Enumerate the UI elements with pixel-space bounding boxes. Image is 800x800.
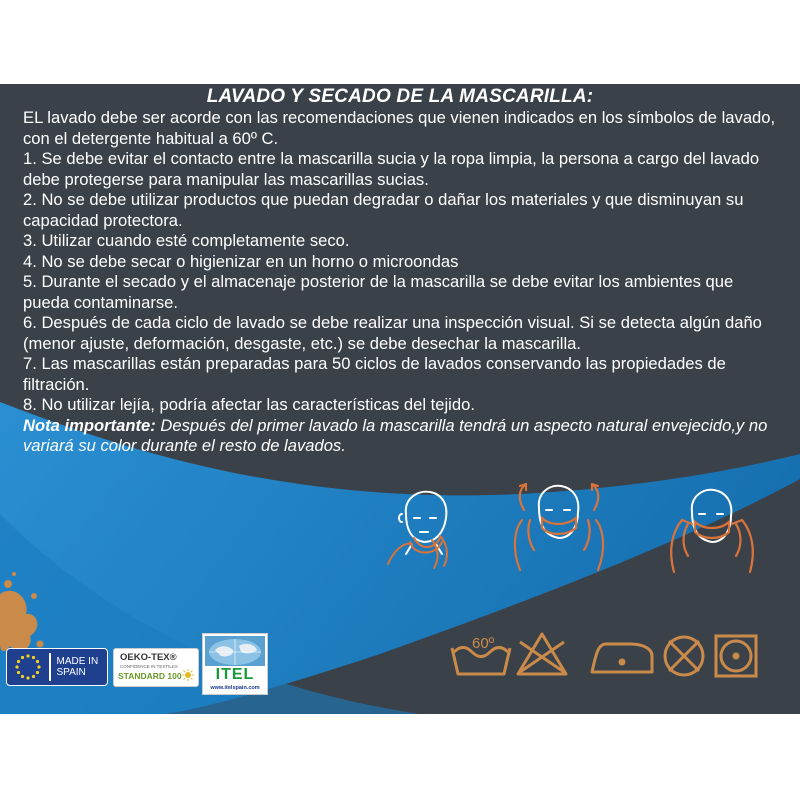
mask-step-1-illustration xyxy=(384,484,464,580)
oeko-top-label: OEKO-TEX® xyxy=(120,652,177,663)
itel-url: www.itelspain.com xyxy=(210,685,260,691)
oeko-standard-label: STANDARD 100 xyxy=(118,671,182,681)
instruction-item: 7. Las mascarillas están preparadas para 50 ciclos de lavados conservando las propiedades de filtración. xyxy=(23,354,726,394)
wash-temperature-label: 60º xyxy=(472,635,495,652)
made-in-text xyxy=(51,656,99,678)
instruction-item: 2. No se debe utilizar productos que puedan degradar o dañar los materiales y que disminuyan su capacidad protectora. xyxy=(23,190,744,230)
instruction-item: 3. Utilizar cuando esté completamente seco. xyxy=(23,231,350,250)
note-text: Después del primer lavado la mascarilla tendrá un aspecto natural envejecido,y no variará su color durante el resto de lavados. xyxy=(23,415,768,455)
oeko-tagline: CONFIDENCE IN TEXTILES xyxy=(120,664,178,669)
oeko-tex-badge xyxy=(113,648,199,687)
info-panel xyxy=(0,84,800,714)
itel-logo xyxy=(202,633,268,695)
instructions-text xyxy=(23,108,783,457)
intro-paragraph: EL lavado debe ser acorde con las recomendaciones que vienen indicados en los símbolos de lavado, con el detergente habitual a 60º C. xyxy=(23,108,776,148)
wash-60-icon xyxy=(452,635,510,674)
oeko-sun-icon xyxy=(182,669,194,681)
mask-step-2-illustration xyxy=(494,480,624,580)
instruction-item: 1. Se debe evitar el contacto entre la mascarilla sucia y la ropa limpia, la persona a cargo del lavado debe protegerse para manipular las mascarillas sucias. xyxy=(23,149,760,189)
globe-icon xyxy=(205,636,265,666)
instruction-item: 4. No se debe secar o higienizar en un horno o microondas xyxy=(23,251,459,271)
no-dry-clean-icon xyxy=(665,637,703,675)
mask-step-3-illustration xyxy=(652,484,772,580)
no-bleach-icon xyxy=(518,634,566,674)
important-note xyxy=(23,416,783,457)
instruction-item: 5. Durante el secado y el almacenaje posterior de la mascarilla se debe evitar los ambientes que pueda contaminarse. xyxy=(23,272,734,312)
made-in-spain-badge xyxy=(6,648,108,686)
note-label: Nota importante: xyxy=(23,415,156,435)
made-in-line1: MADE IN xyxy=(56,656,99,667)
instruction-item: 6. Después de cada ciclo de lavado se debe realizar una inspección visual. Si se detecta algún daño (menor ajuste, deformación, desgaste, etc.) se debe desechar la mascarilla. xyxy=(23,313,762,353)
itel-wordmark: ITEL xyxy=(215,666,255,683)
instruction-item: 8. No utilizar lejía, podría afectar las características del tejido. xyxy=(23,395,475,414)
tumble-dry-icon xyxy=(716,636,756,676)
care-symbols xyxy=(446,628,776,680)
page-title: LAVADO Y SECADO DE LA MASCARILLA: xyxy=(206,86,594,107)
eu-flag-icon xyxy=(7,650,49,684)
made-in-line2: SPAIN xyxy=(56,667,86,678)
iron-low-icon xyxy=(592,644,652,672)
